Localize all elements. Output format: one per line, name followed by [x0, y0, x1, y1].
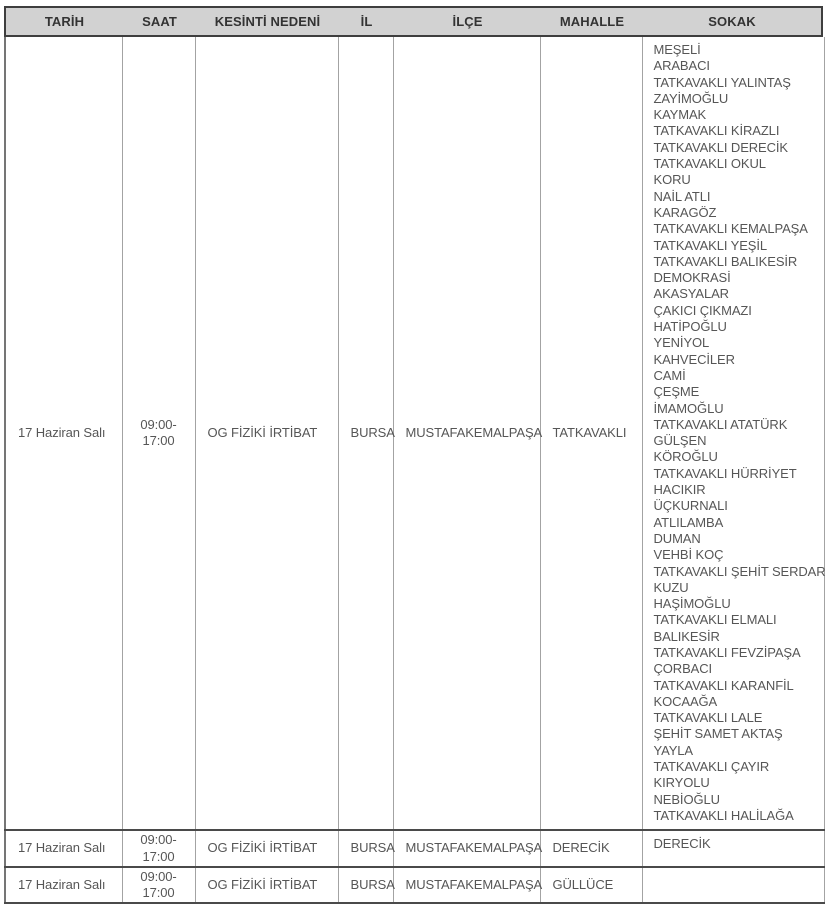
- street-line: MEŞELİ: [653, 42, 701, 57]
- street-line: KARAGÖZ: [653, 204, 717, 220]
- column-header-saat: SAAT: [142, 14, 177, 29]
- street-line: TATKAVAKLI KİRAZLI: [653, 123, 780, 139]
- street-line: TATKAVAKLI BALIKESİR: [653, 253, 798, 269]
- cell-ilce: MUSTAFAKEMALPAŞA: [393, 37, 540, 830]
- cell-mahalle: TATKAVAKLI: [540, 37, 642, 830]
- street-line: TATKAVAKLI ŞEHİT SERDAR: [653, 563, 826, 579]
- column-header-mahalle: MAHALLE: [559, 14, 625, 29]
- street-line: ARABACI: [653, 58, 710, 74]
- cell-saat: 09:00-17:00: [122, 867, 195, 904]
- street-line: TATKAVAKLI ATATÜRK: [653, 416, 788, 432]
- street-line: KORU: [653, 172, 691, 188]
- street-line: NEBİOĞLU: [653, 791, 720, 807]
- street-line: KOCAAĞA: [653, 693, 718, 709]
- street-line: KAHVECİLER: [653, 351, 735, 367]
- street-line: KÖROĞLU: [653, 449, 718, 465]
- street-line: İMAMOĞLU: [653, 400, 724, 416]
- street-line: DERECİK: [653, 836, 711, 852]
- table-row: [5, 37, 824, 830]
- street-line: VEHBİ KOÇ: [653, 547, 724, 563]
- cell-ilce: MUSTAFAKEMALPAŞA: [393, 830, 540, 867]
- street-line: YENİYOL: [653, 335, 710, 351]
- street-list: [654, 836, 824, 852]
- street-line: ÇEŞME: [653, 384, 700, 400]
- table-header-row: [4, 6, 823, 37]
- cell-tarih: 17 Haziran Salı: [18, 424, 106, 440]
- column-header-tarih: TARİH: [44, 14, 85, 29]
- street-line: TATKAVAKLI OKUL: [653, 156, 766, 172]
- street-line: TATKAVAKLI YEŞİL: [653, 237, 768, 253]
- cell-il: BURSA: [338, 37, 393, 830]
- cell-saat: 09:00-17:00: [122, 830, 195, 867]
- cell-il: BURSA: [338, 867, 393, 904]
- street-line: YAYLA: [653, 742, 693, 758]
- column-header-il: İL: [360, 14, 373, 29]
- street-line: KIRYOLU: [653, 775, 710, 791]
- cell-mahalle: DERECİK: [540, 830, 642, 867]
- street-line: ŞEHİT SAMET AKTAŞ: [653, 726, 783, 742]
- outage-table: [4, 37, 825, 904]
- street-line: KUZU: [653, 579, 689, 595]
- street-line: ATLILAMBA: [653, 514, 724, 530]
- street-line: HACIKIR: [653, 482, 706, 498]
- street-line: TATKAVAKLI ÇAYIR: [653, 759, 770, 775]
- cell-sokak: [642, 830, 824, 867]
- street-line: TATKAVAKLI ELMALI: [653, 612, 777, 628]
- cell-il: BURSA: [338, 830, 393, 867]
- street-line: DUMAN: [653, 530, 701, 546]
- cell-mahalle: GÜLLÜCE: [540, 867, 642, 904]
- cell-saat: 09:00-17:00: [122, 37, 195, 830]
- street-line: TATKAVAKLI LALE: [653, 710, 763, 726]
- street-line: NAİL ATLI: [653, 188, 711, 204]
- column-header-kesinti-nedeni: KESİNTİ NEDENİ: [214, 14, 321, 29]
- street-line: ÜÇKURNALI: [653, 498, 728, 514]
- street-line: GÜLŞEN: [653, 433, 707, 449]
- table-row: [5, 867, 824, 904]
- cell-tarih: 17 Haziran Salı: [18, 840, 106, 856]
- street-line: TATKAVAKLI DERECİK: [653, 139, 788, 155]
- street-line: TATKAVAKLI FEVZİPAŞA: [653, 644, 801, 660]
- cell-tarih: 17 Haziran Salı: [18, 876, 106, 892]
- column-header-ilce: İLÇE: [452, 14, 483, 29]
- street-line: ZAYİMOĞLU: [653, 90, 729, 106]
- street-line: TATKAVAKLI HÜRRİYET: [653, 465, 797, 481]
- street-line: TATKAVAKLI KEMALPAŞA: [653, 221, 808, 237]
- street-line: BALIKESİR: [653, 628, 720, 644]
- street-line: TATKAVAKLI YALINTAŞ: [653, 74, 791, 90]
- cell-sokak: [642, 37, 824, 830]
- street-line: HATİPOĞLU: [653, 319, 727, 335]
- street-line: HAŞİMOĞLU: [653, 596, 731, 612]
- street-line: DEMOKRASİ: [653, 270, 731, 286]
- cell-kesinti-nedeni: OG FİZİKİ İRTİBAT: [195, 867, 338, 904]
- column-header-sokak: SOKAK: [708, 14, 756, 29]
- street-line: TATKAVAKLI HALİLAĞA: [653, 807, 794, 823]
- street-line: CAMİ: [653, 367, 686, 383]
- street-line: ÇORBACI: [653, 661, 713, 677]
- cell-ilce: MUSTAFAKEMALPAŞA: [393, 867, 540, 904]
- cell-kesinti-nedeni: OG FİZİKİ İRTİBAT: [195, 37, 338, 830]
- cell-sokak: [642, 867, 824, 904]
- table-row: [5, 830, 824, 867]
- street-line: AKASYALAR: [653, 286, 729, 302]
- cell-kesinti-nedeni: OG FİZİKİ İRTİBAT: [195, 830, 338, 867]
- street-line: KAYMAK: [653, 107, 707, 123]
- street-line: ÇAKICI ÇIKMAZI: [653, 302, 752, 318]
- street-line: TATKAVAKLI KARANFİL: [653, 677, 794, 693]
- street-list: [654, 42, 824, 824]
